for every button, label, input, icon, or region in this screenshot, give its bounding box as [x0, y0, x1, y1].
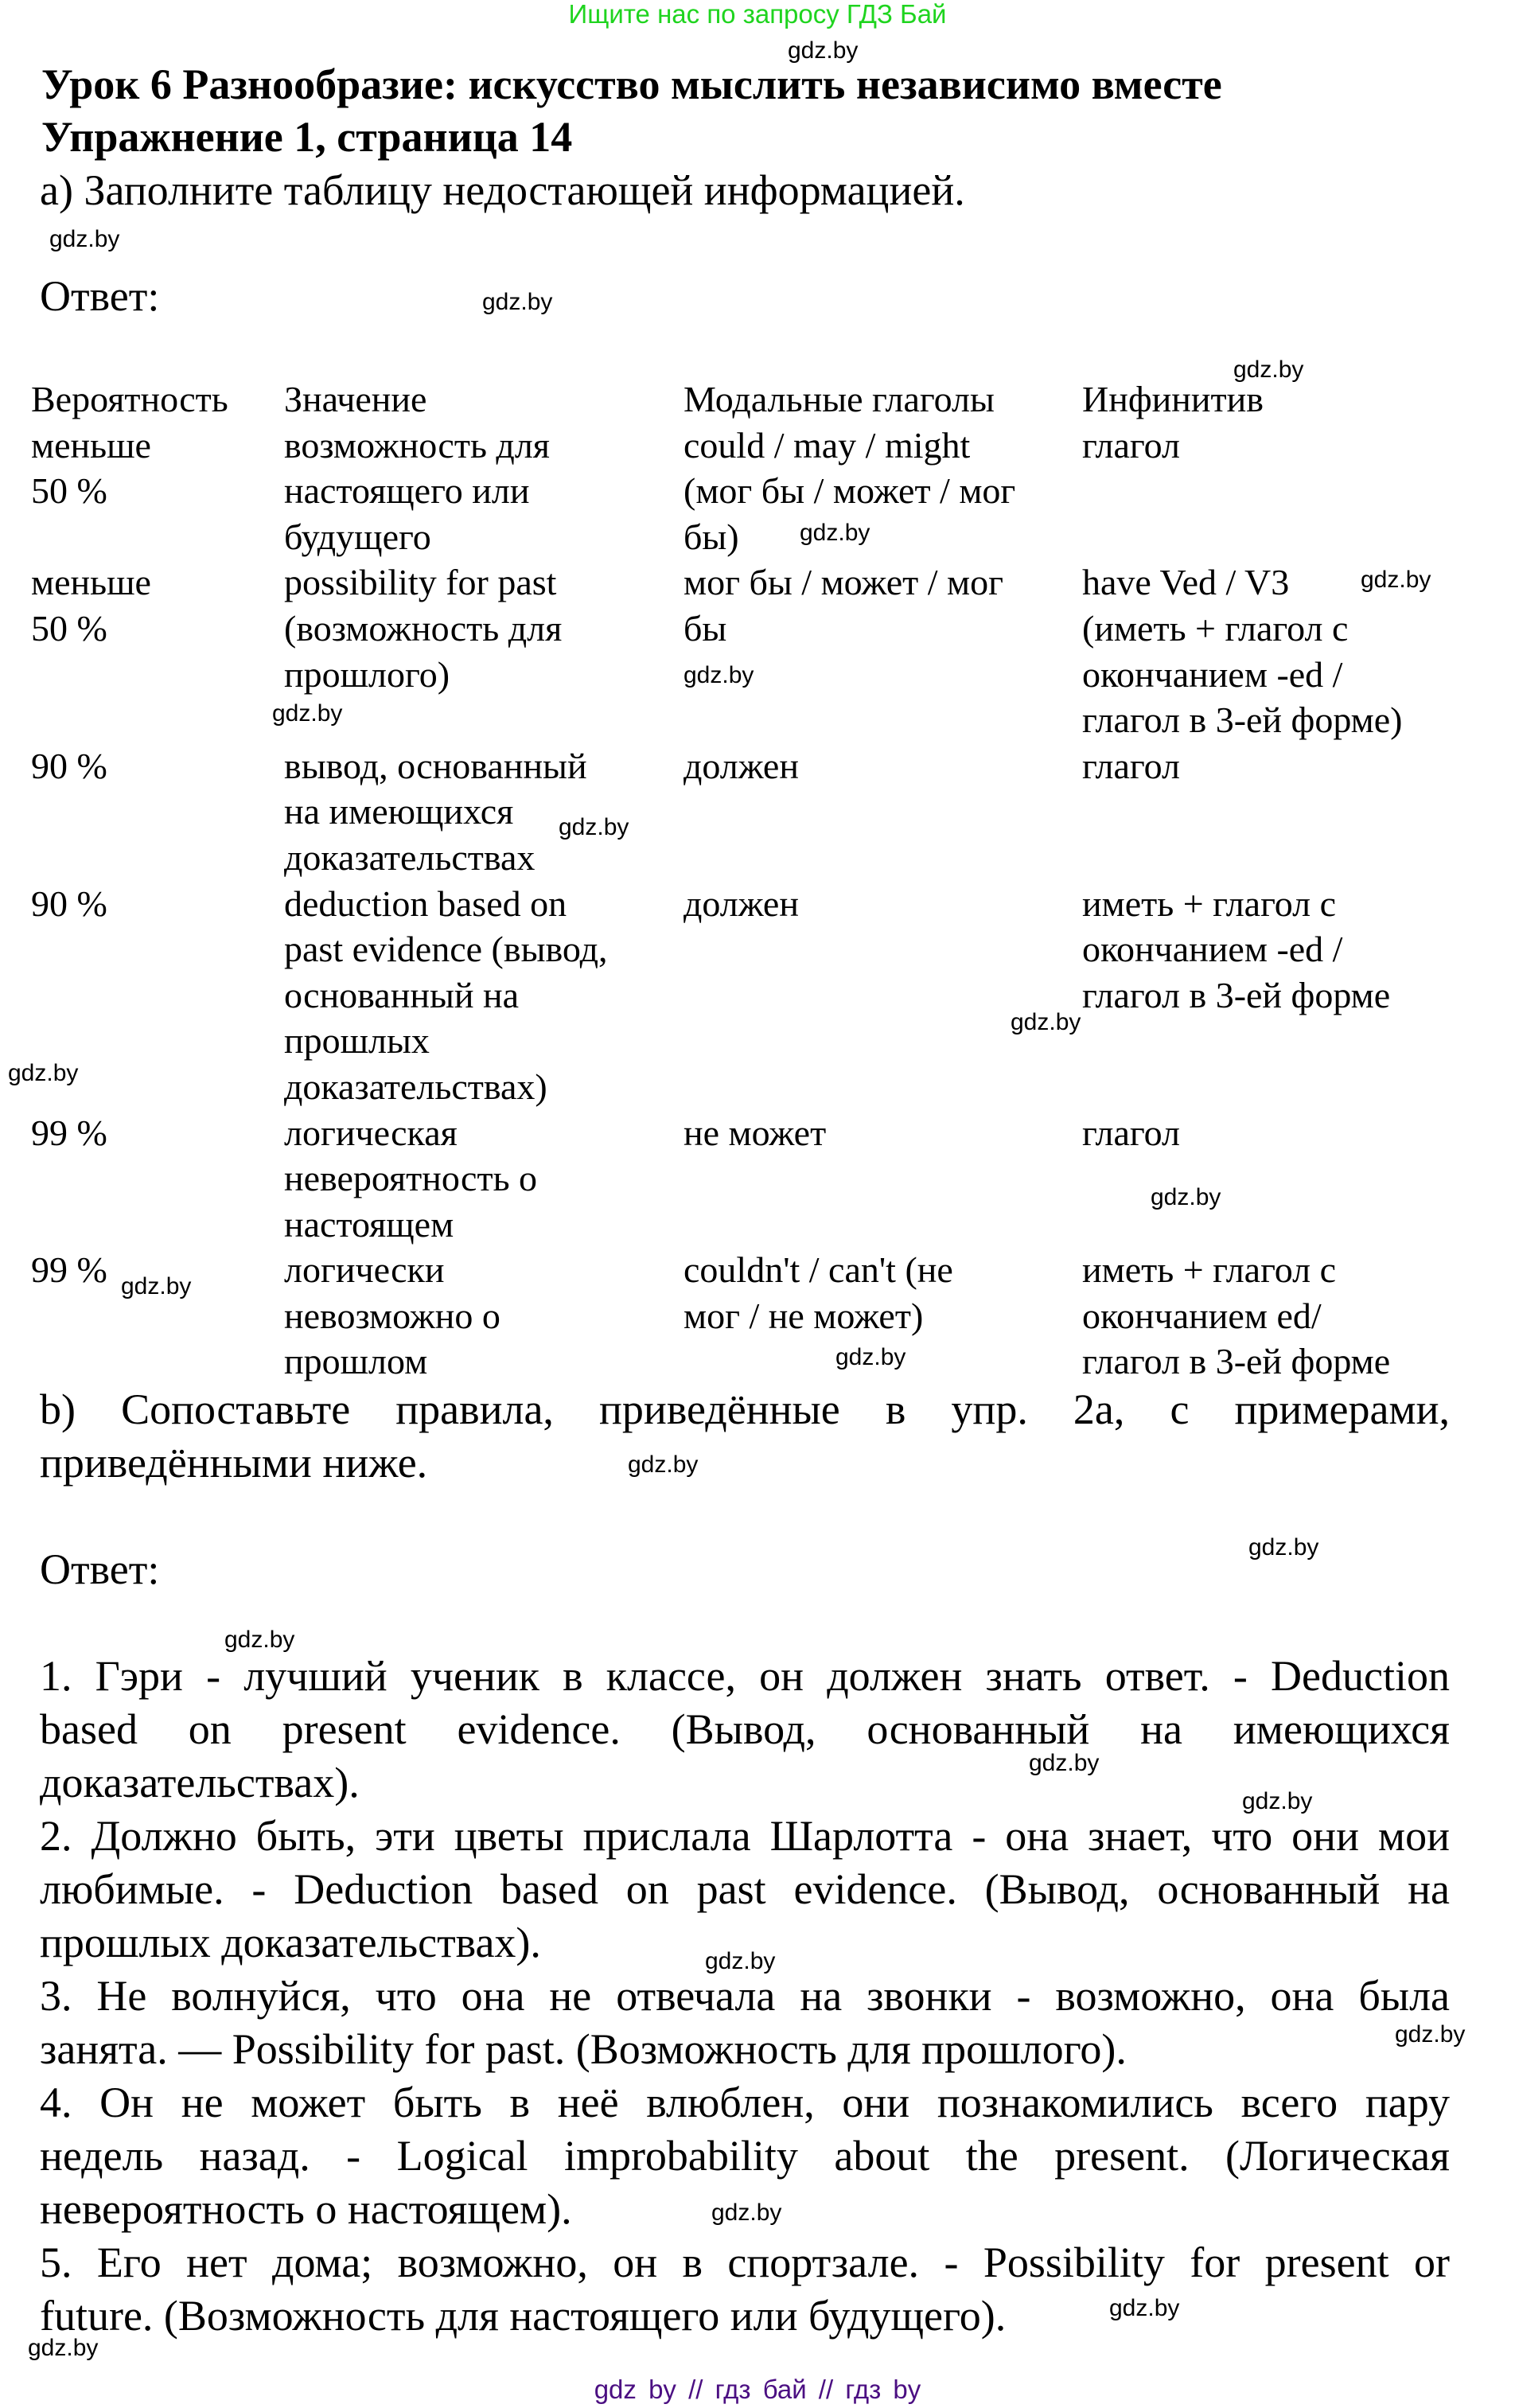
watermark: gdz.by — [800, 520, 870, 546]
answer-line: 3. Не волнуйся, что она не отвечала на звонки - возможно, она была — [40, 1972, 1450, 2020]
table-cell — [1082, 743, 1480, 881]
cell-line: бы) — [684, 516, 739, 557]
cell-line: вывод, основанный — [284, 745, 587, 786]
task-a: a) Заполните таблицу недостающей информацией. — [40, 166, 965, 214]
table-cell — [31, 1110, 284, 1248]
cell-line: глагол — [1082, 1112, 1180, 1153]
answer-line: прошлых доказательствах). — [40, 1919, 541, 1966]
table-cell — [284, 1247, 684, 1385]
answer-line: невероятность о настоящем). — [40, 2185, 572, 2233]
modal-verbs-table — [31, 376, 1480, 1385]
cell-line: доказательствах) — [284, 1066, 547, 1107]
cell-line: (возможность для — [284, 607, 563, 649]
table-cell — [31, 743, 284, 881]
table-cell — [1082, 1110, 1480, 1248]
table-cell — [684, 423, 1082, 560]
answer-line: доказательствах). — [40, 1759, 360, 1806]
cell-line: невероятность о — [284, 1158, 538, 1199]
watermark: gdz.by — [1242, 1788, 1313, 1814]
table-row — [31, 743, 1480, 881]
table-cell — [31, 1247, 284, 1385]
watermark: gdz.by — [559, 814, 629, 840]
table-cell — [684, 559, 1082, 742]
cell-line: (мог бы / может / мог — [684, 470, 1016, 512]
table-row — [31, 1110, 1480, 1248]
watermark: gdz.by — [1109, 2295, 1180, 2321]
table-cell — [284, 1110, 684, 1248]
answer-line: 4. Он не может быть в неё влюблен, они познакомились всего пару — [40, 2079, 1450, 2126]
cell-line: окончанием ed/ — [1082, 1295, 1322, 1336]
answer-line: future. (Возможность для настоящего или будущего). — [40, 2292, 1007, 2340]
table-cell — [684, 743, 1082, 881]
answer-line: занята. — Possibility for past. (Возможность для прошлого). — [40, 2025, 1127, 2073]
cell-line: меньше — [31, 424, 151, 466]
answers-list — [40, 1650, 1450, 2343]
cell-line: could / may / might — [684, 424, 971, 466]
cell-line: прошлом — [284, 1341, 428, 1382]
watermark: gdz.by — [1011, 1009, 1081, 1035]
cell-line: глагол в 3-ей форме) — [1082, 699, 1403, 741]
cell-line: окончанием -ed / — [1082, 653, 1343, 695]
cell-line: невозможно о — [284, 1295, 500, 1336]
cell-line: possibility for past — [284, 562, 557, 603]
table-cell — [1082, 423, 1480, 560]
watermark: gdz.by — [788, 37, 859, 64]
cell-line: бы — [684, 607, 727, 649]
watermark: gdz.by — [224, 1627, 295, 1653]
search-banner[interactable]: Ищите нас по запросу ГДЗ Бай — [568, 0, 947, 29]
table-row — [31, 559, 1480, 742]
watermark: gdz.by — [121, 1273, 192, 1299]
cell-line: возможность для — [284, 424, 550, 466]
watermark: gdz.by — [835, 1344, 906, 1370]
cell-line: не может — [684, 1112, 827, 1153]
cell-line: должен — [684, 745, 799, 786]
cell-line: глагол — [1082, 424, 1180, 466]
cell-line: 99 % — [31, 1112, 107, 1153]
cell-line: have Ved / V3 — [1082, 562, 1290, 603]
cell-line: 90 % — [31, 745, 107, 786]
answer-line: 2. Должно быть, эти цветы прислала Шарлотта - она знает, что они мои — [40, 1812, 1450, 1860]
exercise-title: Упражнение 1, страница 14 — [41, 113, 573, 161]
table-row — [31, 423, 1480, 560]
watermark: gdz.by — [1361, 567, 1431, 593]
watermark: gdz.by — [711, 2200, 782, 2226]
watermark: gdz.by — [272, 700, 343, 727]
watermark: gdz.by — [705, 1948, 776, 1974]
table-cell — [284, 559, 684, 742]
cell-line: будущего — [284, 516, 431, 557]
table-row — [31, 1247, 1480, 1385]
cell-line: окончанием -ed / — [1082, 929, 1343, 970]
cell-line: прошлого) — [284, 653, 450, 695]
table-cell — [684, 1110, 1082, 1248]
answer-line: based on present evidence. (Вывод, основанный на имеющихся — [40, 1705, 1450, 1753]
table-cell — [31, 559, 284, 742]
watermark: gdz.by — [28, 2335, 99, 2361]
column-header: Значение — [284, 379, 427, 419]
task-b — [40, 1383, 1450, 1490]
cell-line: доказательствах — [284, 836, 536, 878]
answer-line: 5. Его нет дома; возможно, он в спортзале. - Possibility for present or — [40, 2239, 1450, 2286]
watermark: gdz.by — [1395, 2021, 1466, 2048]
task-b-line: приведёнными ниже. — [40, 1439, 428, 1486]
table-cell — [31, 423, 284, 560]
cell-line: настоящего или — [284, 470, 530, 512]
cell-line: past evidence (вывод, — [284, 929, 608, 970]
watermark: gdz.by — [684, 662, 754, 688]
cell-line: логическая — [284, 1112, 458, 1153]
table-cell — [284, 881, 684, 1110]
cell-line: глагол в 3-ей форме — [1082, 1341, 1391, 1382]
cell-line: на имеющихся — [284, 791, 514, 832]
watermark: gdz.by — [628, 1451, 699, 1478]
answer-line: недель назад. - Logical improbability about the present. (Логическая — [40, 2132, 1450, 2180]
cell-line: deduction based on — [284, 883, 567, 924]
cell-line: 90 % — [31, 883, 107, 924]
table-cell — [284, 743, 684, 881]
lesson-title: Урок 6 Разнообразие: искусство мыслить независимо вместе — [41, 60, 1222, 108]
table-header-row — [31, 376, 1480, 423]
cell-line: 50 % — [31, 607, 107, 649]
table-cell — [684, 881, 1082, 1110]
task-b-line: b) Сопоставьте правила, приведённые в упр. 2а, с примерами, — [40, 1385, 1450, 1433]
answer-label-b: Ответ: — [40, 1545, 160, 1593]
watermark: gdz.by — [1151, 1184, 1221, 1210]
cell-line: мог / не может) — [684, 1295, 924, 1336]
answer-label-a: Ответ: — [40, 272, 160, 320]
table-row — [31, 881, 1480, 1110]
cell-line: глагол — [1082, 745, 1180, 786]
cell-line: мог бы / может / мог — [684, 562, 1003, 603]
cell-line: должен — [684, 883, 799, 924]
cell-line: иметь + глагол с — [1082, 883, 1337, 924]
column-header: Инфинитив — [1082, 379, 1264, 419]
cell-line: логически — [284, 1249, 445, 1291]
answer-line: 1. Гэри - лучший ученик в классе, он должен знать ответ. - Deduction — [40, 1652, 1450, 1700]
footer-links[interactable]: gdz by // гдз бай // гдз by — [594, 2375, 921, 2404]
cell-line: иметь + глагол с — [1082, 1249, 1337, 1291]
answer-line: любимые. - Deduction based on past evidence. (Вывод, основанный на — [40, 1865, 1450, 1913]
watermark: gdz.by — [1248, 1534, 1319, 1561]
cell-line: (иметь + глагол с — [1082, 607, 1349, 649]
table-cell — [284, 423, 684, 560]
watermark: gdz.by — [1233, 357, 1304, 383]
watermark: gdz.by — [49, 226, 120, 252]
cell-line: 99 % — [31, 1249, 107, 1291]
watermark: gdz.by — [8, 1060, 79, 1086]
cell-line: настоящем — [284, 1203, 454, 1245]
table-cell — [1082, 881, 1480, 1110]
watermark: gdz.by — [1029, 1750, 1100, 1776]
cell-line: основанный на — [284, 974, 520, 1015]
cell-line: 50 % — [31, 470, 107, 512]
column-header: Вероятность — [31, 379, 228, 419]
watermark: gdz.by — [482, 289, 553, 315]
cell-line: прошлых — [284, 1020, 430, 1062]
cell-line: меньше — [31, 562, 151, 603]
cell-line: глагол в 3-ей форме — [1082, 974, 1391, 1015]
cell-line: couldn't / can't (не — [684, 1249, 953, 1291]
column-header: Модальные глаголы — [684, 379, 995, 419]
table-cell — [1082, 1247, 1480, 1385]
